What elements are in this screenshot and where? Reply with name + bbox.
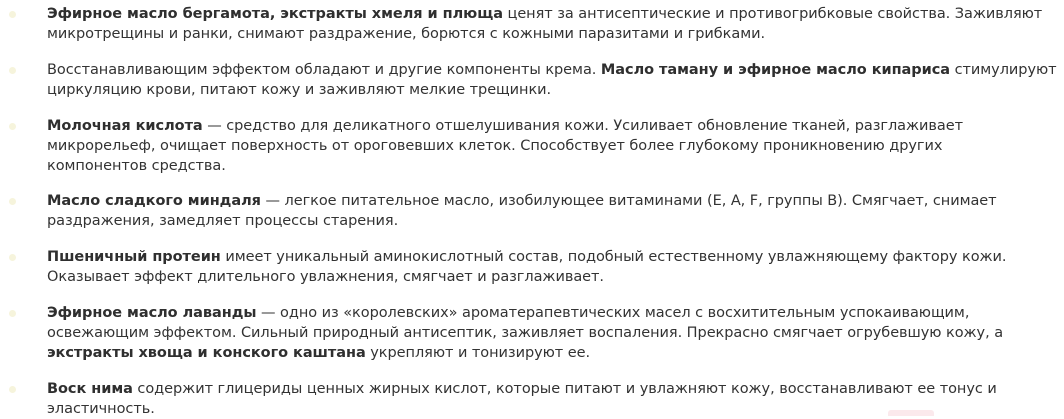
text-line bbox=[47, 116, 1064, 136]
description-text: — средство для деликатного отшелушивания кожи. Усиливает обновление тканей, разглаживает bbox=[202, 118, 963, 134]
ingredient-name: Пшеничный протеин bbox=[47, 249, 221, 265]
description-text: циркуляцию крови, питают кожу и заживляют мелкие трещинки. bbox=[47, 82, 552, 98]
text-line bbox=[47, 156, 1064, 176]
text-line bbox=[47, 24, 1064, 44]
bullet-icon bbox=[9, 310, 16, 317]
ingredient-name: Масло таману и эфирное масло кипариса bbox=[600, 62, 951, 78]
item-text bbox=[47, 4, 1064, 44]
item-text bbox=[47, 116, 1064, 176]
scroll-up-button[interactable] bbox=[888, 410, 934, 416]
text-line bbox=[47, 80, 1064, 100]
bullet-icon bbox=[9, 254, 16, 261]
item-text bbox=[47, 303, 1064, 363]
bullet-icon bbox=[9, 11, 16, 18]
description-text: Оказывает эффект длительного увлажнения, смягчает и разглаживает. bbox=[47, 269, 604, 285]
bullet-icon bbox=[9, 386, 16, 393]
description-text: — легкое питательное масло, изобилующее витаминами (Е, А, F, группы В). Смягчает, снимает bbox=[260, 193, 997, 209]
text-line bbox=[47, 136, 1064, 156]
ingredient-name: экстракты хвоща и конского каштана bbox=[47, 345, 366, 361]
description-text: Восстанавливающим эффектом обладают и другие компоненты крема. bbox=[47, 62, 601, 78]
bullet-icon bbox=[9, 123, 16, 130]
description-text: эластичность. bbox=[47, 401, 155, 417]
text-line bbox=[47, 323, 1064, 343]
item-text bbox=[47, 247, 1064, 287]
text-line bbox=[47, 399, 1064, 419]
description-text: содержит глицериды ценных жирных кислот, которые питают и увлажняют кожу, восстанавливают ее тонус и bbox=[132, 381, 997, 397]
bullet-icon bbox=[9, 198, 16, 205]
text-line bbox=[47, 247, 1064, 267]
description-text: микротрещины и ранки, снимают раздражение, борются с кожными паразитами и грибками. bbox=[47, 26, 766, 42]
description-text: имеет уникальный аминокислотный состав, подобный естественному увлажняющему фактору кожи. bbox=[220, 249, 1007, 265]
text-line bbox=[47, 267, 1064, 287]
description-text: освежающим эффектом. Сильный природный антисептик, заживляет воспаления. Прекрасно смягчает огрубевшую кожу, а bbox=[47, 325, 1004, 341]
ingredient-name: Эфирное масло лаванды bbox=[47, 305, 257, 321]
ingredient-name: Молочная кислота bbox=[47, 118, 203, 134]
text-line bbox=[47, 4, 1064, 24]
text-line bbox=[47, 343, 1064, 363]
ingredient-name: Воск нима bbox=[47, 381, 133, 397]
description-text: микрорельеф, очищает поверхность от ороговевших клеток. Способствует более глубокому проникновению других bbox=[47, 138, 943, 154]
bullet-icon bbox=[9, 67, 16, 74]
text-line bbox=[47, 211, 1064, 231]
description-text: ценят за антисептические и противогрибковые свойства. Заживляют bbox=[502, 6, 1043, 22]
item-text bbox=[47, 60, 1064, 100]
item-text bbox=[47, 191, 1064, 231]
description-text: стимулируют bbox=[950, 62, 1057, 78]
text-line bbox=[47, 303, 1064, 323]
ingredient-name: Масло сладкого миндаля bbox=[47, 193, 261, 209]
text-line bbox=[47, 379, 1064, 399]
text-line bbox=[47, 191, 1064, 211]
description-text: укрепляют и тонизируют ее. bbox=[365, 345, 591, 361]
text-line bbox=[47, 60, 1064, 80]
description-text: раздражения, замедляет процессы старения. bbox=[47, 213, 399, 229]
description-text: компонентов средства. bbox=[47, 158, 226, 174]
description-text: — одно из «королевских» ароматерапевтических масел с восхитительным успокаивающим, bbox=[256, 305, 970, 321]
ingredient-name: Эфирное масло бергамота, экстракты хмеля и плюща bbox=[47, 6, 503, 22]
